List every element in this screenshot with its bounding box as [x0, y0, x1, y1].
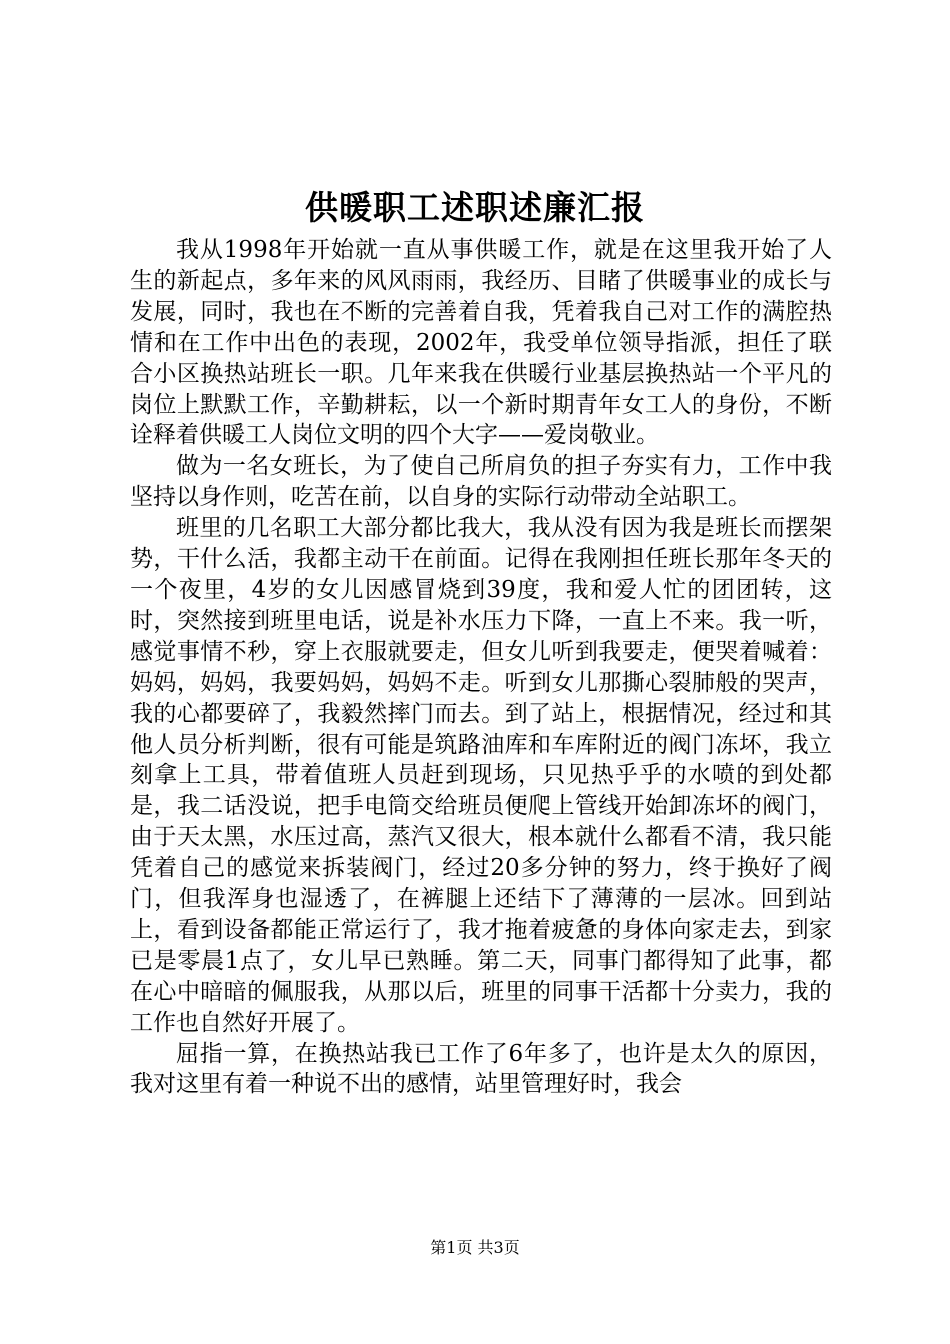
paragraph: 班里的几名职工大部分都比我大，我从没有因为我是班长而摆架势，干什么活，我都主动干在前面。记得在我刚担任班长那年冬天的一个夜里，4岁的女儿因感冒烧到39度，我和爱人忙的团团转，这时，突然接到班里电话，说是补水压力下降，一直上不来。我一听，感觉事情不秒，穿上衣服就要走，但女儿听到我要走，便哭着喊着：妈妈，妈妈，我要妈妈，妈妈不走。听到女儿那撕心裂肺般的哭声，我的心都要碎了，我毅然摔门而去。到了站上，根据情况，经过和其他人员分析判断，很有可能是筑路油库和车库附近的阀门冻坏，我立刻拿上工具，带着值班人员赶到现场，只见热乎乎的水喷的到处都是，我二话没说，把手电筒交给班员便爬上管线开始卸冻坏的阀门，由于天太黑，水压过高，蒸汽又很大，根本就什么都看不清，我只能凭着自己的感觉来拆装阀门，经过20多分钟的努力，终于换好了阀门，但我浑身也湿透了，在裤腿上还结下了薄薄的一层冰。回到站上，看到设备都能正常运行了，我才拖着疲惫的身体向家走去，到家已是零晨1点了，女儿早已熟睡。第二天，同事门都得知了此事，都在心中暗暗的佩服我，从那以后，班里的同事干活都十分卖力，我的工作也自然好开展了。 [130, 515, 832, 1036]
paragraph: 我从1998年开始就一直从事供暖工作，就是在这里我开始了人生的新起点，多年来的风风雨雨，我经历、目睹了供暖事业的成长与发展，同时，我也在不断的完善着自我，凭着我自己对工作的满腔热情和在工作中出色的表现，2002年，我受单位领导指派，担任了联合小区换热站班长一职。几年来我在供暖行业基层换热站一个平凡的岗位上默默工作，辛勤耕耘，以一个新时期青年女工人的身份，不断诠释着供暖工人岗位文明的四个大字——爱岗敬业。 [130, 237, 832, 449]
document-body [130, 235, 832, 1100]
paragraph: 屈指一算，在换热站我已工作了6年多了，也许是太久的原因，我对这里有着一种说不出的感情，站里管理好时，我会 [130, 1040, 832, 1098]
page-footer: 第1页 共3页 [430, 1238, 520, 1257]
document-title: 供暖职工述职述廉汇报 [305, 188, 645, 227]
paragraph: 做为一名女班长，为了使自己所肩负的担子夯实有力，工作中我坚持以身作则，吃苦在前，以自身的实际行动带动全站职工。 [130, 453, 832, 511]
